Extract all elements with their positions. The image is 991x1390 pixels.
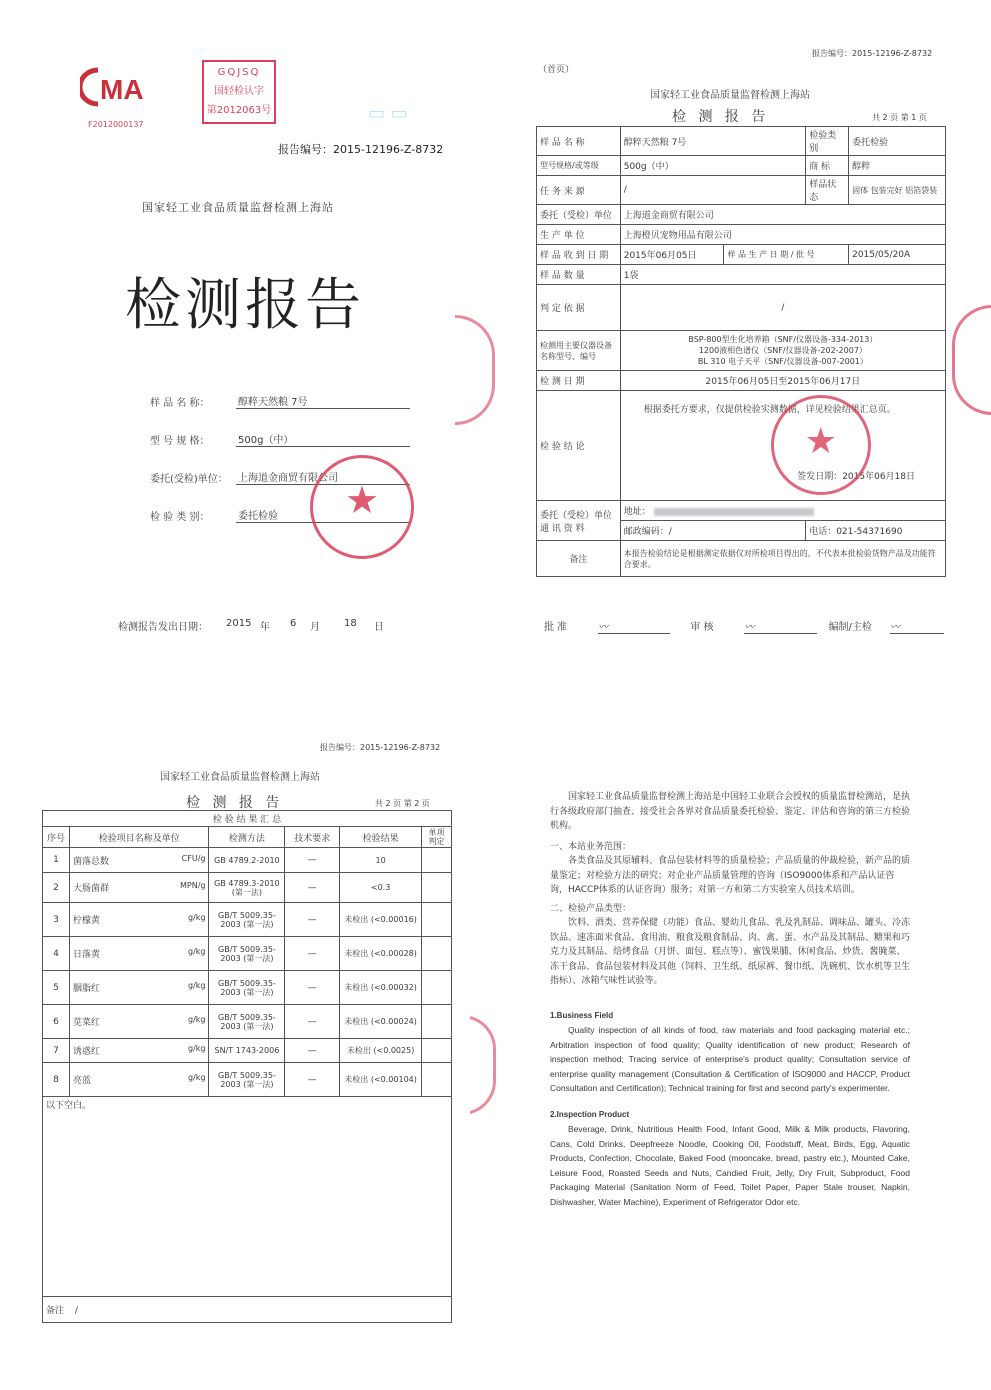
results-page (30, 740, 470, 1360)
row-judge (422, 1039, 452, 1063)
item-unit: g/kg (188, 981, 206, 990)
cell-value (620, 501, 945, 521)
item-name: 诱惑红 (72, 1047, 100, 1057)
row-result: 未检出 (<0.00028) (340, 937, 422, 971)
table-row (43, 873, 452, 903)
cover-date (118, 618, 384, 633)
item-name: 大肠菌群 (72, 884, 109, 894)
row-no: 3 (43, 903, 70, 937)
item-unit: g/kg (188, 1015, 206, 1024)
cover-date-label: 检测报告发出日期： (118, 622, 208, 633)
row-req: — (285, 903, 340, 937)
item-name: 苋菜红 (72, 1018, 100, 1028)
row-method: GB/T 5009.35-2003 (第一法) (209, 1063, 285, 1097)
cell-label: 样品状态 (806, 176, 849, 205)
col-header: 序号 (43, 827, 70, 848)
row-result: 未检出 (<0.00104) (340, 1063, 422, 1097)
cell-label: 委托（受检）单位通 讯 资 料 (537, 501, 621, 541)
row-result: 未检出 (<0.0025) (340, 1039, 422, 1063)
cell-value: 上海橙贝宠物用品有限公司 (620, 225, 945, 245)
cover-date-y: 年 (260, 622, 270, 633)
cell-label: 备注 (537, 541, 621, 577)
col-header: 检验项目名称及单位 (69, 827, 209, 848)
about-e2-text: Beverage, Drink, Nutritious Health Food, Infant Good, Milk & Milk products, Flavoring, Cans, Cold Drinks, Deepfreeze Noodle, Cooking Oil, Foodstuff, Meat, Birds, Egg, Aquatic Products, Confection, Chocolate, Baked Food (mooncake, bread, pastry etc.), Mounted Cake, Leisure Food, Roasted Seeds and Nuts, Candied Fruit, Jelly, Dry Fruit, Subproduct, Food Packaging Material (Sanitation Norm of Feed, Toilet Paper, Paper Stale trouser, Napkin, Dishwasher, Water Machine), Experiment of Refrigerator Odor etc. (550, 1124, 910, 1207)
p1-title: 检 测 报 告 (672, 109, 770, 125)
item-unit: MPN/g (180, 881, 206, 890)
gqjsq-line1: GQJSQ (217, 67, 261, 78)
cell-value (620, 331, 945, 371)
cell-label: 商 标 (806, 156, 849, 176)
col-header: 技术要求 (285, 827, 340, 848)
faint-watermark: ▭ ▭ (368, 103, 408, 124)
row-item (69, 1063, 209, 1097)
gqjsq-line3: 第2012063号 (206, 105, 272, 116)
gqjsq-stamp (202, 60, 276, 124)
cell-value: 1袋 (620, 265, 945, 285)
approve-label: 批 准 (544, 622, 568, 633)
row-req: — (285, 1063, 340, 1097)
row-judge (422, 848, 452, 873)
row-no: 1 (43, 848, 70, 873)
table-row (43, 971, 452, 1005)
item-name: 亮蓝 (72, 1076, 91, 1086)
row-judge (422, 971, 452, 1005)
cma-code: F2012000137 (88, 120, 144, 129)
row-method: GB/T 5009.35-2003 (第一法) (209, 971, 285, 1005)
row-method: GB/T 5009.35-2003 (第一法) (209, 937, 285, 971)
p2-org: 国家轻工业食品质量监督检测上海站 (160, 772, 320, 783)
remark-cell (43, 1297, 452, 1323)
row-item (69, 937, 209, 971)
about-e2-title: 2.Inspection Product (550, 1109, 630, 1119)
cover-org: 国家轻工业食品质量监督检测上海站 (142, 201, 334, 214)
cell-label: 委托（受检）单位 (537, 205, 621, 225)
results-table (42, 810, 452, 1323)
row-result: 未检出 (<0.00016) (340, 903, 422, 937)
table-row (43, 848, 452, 873)
row-req: — (285, 1005, 340, 1039)
cell-value: 邮政编码：/ (620, 521, 805, 541)
cell-value: 委托检验 (849, 127, 946, 156)
table-row (43, 903, 452, 937)
conclusion-text: 根据委托方要求，仅提供检验实测数据，详见检验结果汇总页。 (643, 405, 896, 415)
row-no: 7 (43, 1039, 70, 1063)
cover-field-label: 委托(受检)单位： (150, 474, 228, 485)
cell-label: 样 品 生 产 日 期 / 批 号 (724, 245, 849, 265)
row-item (69, 971, 209, 1005)
remark-value: / (74, 1306, 78, 1316)
row-no: 5 (43, 971, 70, 1005)
p2-title: 检 测 报 告 (186, 795, 284, 811)
cell-label: 样 品 收 到 日 期 (537, 245, 621, 265)
instrument-line: 1200液相色谱仪（SNF/仪器设备-202-2007） (698, 346, 867, 355)
official-seal (310, 455, 414, 559)
cover-date-year: 2015 (226, 618, 252, 629)
row-no: 8 (43, 1063, 70, 1097)
row-item (69, 1039, 209, 1063)
row-req: — (285, 1039, 340, 1063)
p1-signatures (544, 618, 944, 634)
row-no: 2 (43, 873, 70, 903)
about-e1-title: 1.Business Field (550, 1010, 614, 1020)
about-intro: 国家轻工业食品质量监督检测上海站是中国轻工业联合会授权的质量监督检测站，是执行各级政府部门抽查、接受社会各界对食品质量委托检验、鉴定、评估和咨询的第三方检验机构。 (550, 792, 911, 831)
cell-label: 任 务 来 源 (537, 176, 621, 205)
addr-label: 地址： (623, 507, 651, 517)
col-header: 单项判定 (422, 827, 452, 848)
row-method: GB/T 5009.35-2003 (第一法) (209, 1005, 285, 1039)
addr-blurred (654, 508, 814, 516)
row-item (69, 1005, 209, 1039)
cover-field-label: 型 号 规 格： (150, 436, 210, 447)
cover-field-value: 上海道金商贸有限公司 (236, 469, 410, 485)
gqjsq-line2: 国轻检认字 (214, 86, 264, 97)
cover-field-row (150, 409, 410, 447)
report-first-page (500, 40, 970, 660)
cell-label: 检测用主要仪器设备名称型号、编号 (537, 331, 621, 371)
about-s1-title: 一、本站业务范围： (550, 841, 632, 852)
sign-date: 签发日期：2015年06月18日 (797, 472, 915, 482)
seal-star-icon: ★ (804, 421, 837, 462)
author-label: 编制/主检 (828, 622, 872, 633)
table-row (43, 937, 452, 971)
cell-value: 上海道金商贸有限公司 (620, 205, 945, 225)
p1-org: 国家轻工业食品质量监督检测上海站 (650, 90, 810, 101)
about-e1-text: Quality inspection of all kinds of food, raw materials and food packaging material etc.; Arbitration inspection of food quality; Quality identification of new product; Research of inspection method; Tracing service of enterprise's product quality; Consultation service of enterprise quality management (Consultation & Certification of ISO9000 and HACCP, Product Consultation and Certification); Technical training for first and second party's experimenter. (550, 1025, 910, 1093)
p1-report-no: 报告编号：2015-12196-Z-8732 (812, 49, 933, 58)
row-result: <0.3 (340, 873, 422, 903)
blank-area (43, 1097, 452, 1297)
cell-value: / (620, 176, 805, 205)
review-signature: 〰 (744, 618, 816, 634)
author-signature: 〰 (890, 618, 944, 634)
row-item (69, 873, 209, 903)
cell-value: 醇粹 (849, 156, 946, 176)
row-req: — (285, 873, 340, 903)
cell-label: 型号规格/或等级 (537, 156, 621, 176)
cell-value (620, 391, 945, 501)
item-unit: CFU/g (181, 853, 206, 863)
cell-value: 2015/05/20A (849, 245, 946, 265)
row-judge (422, 903, 452, 937)
cover-field-label: 检 验 类 别： (150, 512, 210, 523)
about-page (550, 790, 910, 1270)
row-method: SN/T 1743-2006 (209, 1039, 285, 1063)
cell-label: 样 品 数 量 (537, 265, 621, 285)
cell-value: 本报告检验结论是根据测定依据仅对所检项目得出的，不代表本批检验货物产品及功能符合要求。 (620, 541, 945, 577)
table-row (43, 1063, 452, 1097)
table-row (43, 1039, 452, 1063)
about-s1-text: 各类食品及其原辅料、食品包装材料等的质量检验；产品质量的仲裁检验，新产品的质量鉴定；对检验方法的研究；对企业产品质量管理的咨询（ISO9000体系和产品认证咨询，HACCP体系的认证咨询）服务；对第一方和第二方实验室人员技术培训。 (550, 856, 911, 895)
cell-value: 醇粹天然粮 7号 (620, 127, 805, 156)
item-unit: g/kg (188, 913, 206, 922)
item-unit: g/kg (188, 1044, 206, 1053)
row-req: — (285, 848, 340, 873)
col-header: 检测方法 (209, 827, 285, 848)
row-method: GB/T 5009.35-2003 (第一法) (209, 903, 285, 937)
item-unit: g/kg (188, 1073, 206, 1082)
cell-value: 固体 包装完好 铝箔袋装 (849, 176, 946, 205)
item-name: 胭脂红 (72, 984, 100, 994)
item-name: 柠檬黄 (72, 916, 100, 926)
p1-table (536, 126, 946, 577)
cell-label: 检 测 日 期 (537, 371, 621, 391)
row-no: 6 (43, 1005, 70, 1039)
cover-field-row (150, 371, 410, 409)
remark-label: 备注 (46, 1306, 65, 1316)
instrument-line: BSP-800型生化培养箱（SNF/仪器设备-334-2013） (688, 335, 878, 344)
row-method: GB 4789.2-2010 (209, 848, 285, 873)
cell-value: 电话：021-54371690 (806, 521, 946, 541)
p2-report-no: 报告编号：2015-12196-Z-8732 (320, 743, 441, 752)
row-result: 未检出 (<0.00032) (340, 971, 422, 1005)
instrument-line: BL 310 电子天平（SNF/仪器设备-007-2001） (697, 357, 868, 366)
cover-field-value: 委托检验 (236, 507, 410, 523)
row-judge (422, 1063, 452, 1097)
about-s2-text: 饮料、酒类、营养保健（功能）食品、婴幼儿食品、乳及乳制品、调味品、罐头、冷冻饮品、速冻面米食品、食用油、粮食及粮食制品、肉、禽、蛋、水产品及其制品、糖果和巧克力及其制品、焙烤食品（月饼、面包、糕点等）、蜜饯果脯、休闲食品、炒货、酱腌菜、冻干食品、食品包装材料及其他（饲料、卫生纸、纸尿裤、餐巾纸、洗碗机、饮水机等卫生指标）、冰箱气味性试验等。 (550, 918, 911, 986)
summary-title: 检 验 结 果 汇 总 (43, 811, 452, 827)
cell-label: 样 品 名 称 (537, 127, 621, 156)
cover-page (0, 0, 495, 695)
cell-value: 500g（中） (620, 156, 805, 176)
row-req: — (285, 971, 340, 1005)
seal-star-icon: ★ (344, 478, 380, 522)
cover-date-m: 月 (310, 622, 320, 633)
row-judge (422, 873, 452, 903)
cma-logo (80, 66, 150, 108)
item-name: 日落黄 (72, 950, 100, 960)
row-no: 4 (43, 937, 70, 971)
row-judge (422, 937, 452, 971)
cover-field-value: 500g（中） (236, 431, 410, 447)
cell-label: 判 定 依 据 (537, 285, 621, 331)
item-name: 菌落总数 (72, 856, 109, 867)
cover-date-month: 6 (290, 618, 297, 629)
row-judge (422, 1005, 452, 1039)
cell-value: / (620, 285, 945, 331)
cma-text: MA (100, 74, 144, 105)
table-row (43, 1005, 452, 1039)
cell-value: 2015年06月05日 (620, 245, 724, 265)
row-method: GB 4789.3-2010 (第一法) (209, 873, 285, 903)
row-result: 10 (340, 848, 422, 873)
cell-label: 检验类别 (806, 127, 849, 156)
p1-header-tag: （首页） (538, 65, 575, 75)
cover-date-d: 日 (374, 622, 384, 633)
cover-report-no: 报告编号：2015-12196-Z-8732 (278, 143, 444, 156)
cell-label: 检 验 结 论 (537, 391, 621, 501)
cover-field-label: 样 品 名 称： (150, 398, 210, 409)
approve-signature: 〰 (598, 618, 670, 634)
p2-page-of: 共 2 页 第 2 页 (375, 799, 430, 808)
p1-page-of: 共 2 页 第 1 页 (872, 113, 927, 122)
cover-date-day: 18 (344, 618, 357, 629)
about-s2-title: 二、检验产品类型： (550, 903, 632, 914)
row-item (69, 848, 209, 873)
col-header: 检验结果 (340, 827, 422, 848)
item-unit: g/kg (188, 947, 206, 956)
cell-label: 生 产 单 位 (537, 225, 621, 245)
cell-value: 2015年06月05日至2015年06月17日 (620, 371, 945, 391)
conclusion-seal (771, 395, 871, 495)
cover-title: 检测报告 (125, 273, 365, 338)
review-label: 审 核 (690, 622, 714, 633)
row-result: 未检出 (<0.00024) (340, 1005, 422, 1039)
row-item (69, 903, 209, 937)
blank-note: 以下空白。 (46, 1101, 92, 1111)
row-req: — (285, 937, 340, 971)
cover-field-value: 醇粹天然粮 7号 (236, 393, 410, 409)
